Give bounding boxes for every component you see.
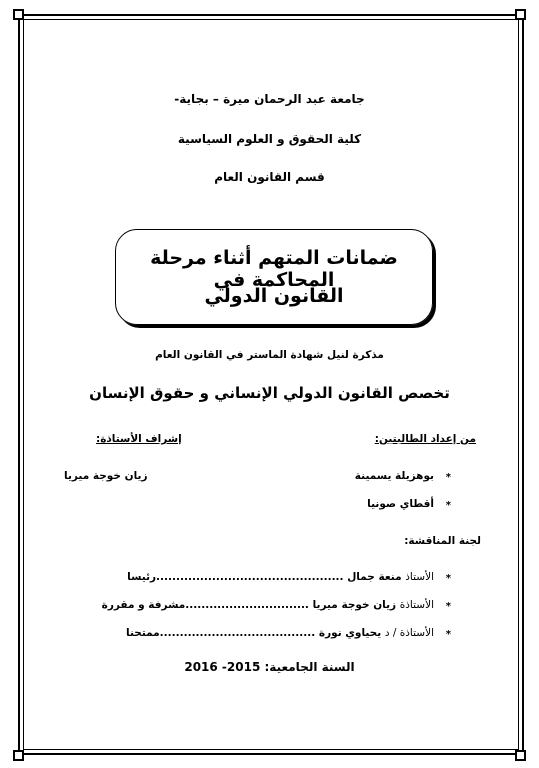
bullet-icon: * <box>445 601 451 612</box>
bullet-icon: * <box>445 500 451 511</box>
member-title: الأستاذ <box>405 571 434 583</box>
committee-member-1 <box>127 571 434 583</box>
border-corner-bottom-right <box>515 750 526 761</box>
member-name: منعة جمال <box>347 571 402 583</box>
supervisor-heading: إشراف الأستاذة: <box>96 433 182 445</box>
committee-heading: لجنة المناقشة: <box>404 535 481 547</box>
thesis-title-box <box>115 229 433 325</box>
bullet-icon: * <box>445 472 451 483</box>
students-heading: من إعداد الطالبتين: <box>374 433 476 445</box>
border-corner-bottom-left <box>13 750 24 761</box>
border-corner-top-left <box>13 9 24 20</box>
committee-member-3 <box>126 627 434 639</box>
memo-description: مذكرة لنيل شهادة الماستر في القانون العام <box>155 349 384 361</box>
member-role: .......................................ممتحنا <box>126 627 316 639</box>
academic-year: السنة الجامعية: 2015- 2016 <box>184 660 355 674</box>
specialty: تخصص القانون الدولي الإنساني و حقوق الإنسان <box>89 384 450 402</box>
member-name: زيان خوجة ميريا <box>312 599 397 611</box>
thesis-title-line2: القانون الدولي <box>204 285 344 307</box>
member-title: الأستاذة / د <box>384 627 434 639</box>
member-role: ...............................مشرفة و مقررة <box>101 599 309 611</box>
bullet-icon: * <box>445 573 451 584</box>
faculty-name: كلية الحقوق و العلوم السياسية <box>177 132 362 146</box>
supervisor-name: زيان خوجة ميريا <box>64 470 148 482</box>
university-name: جامعة عبد الرحمان ميرة – بجاية- <box>174 92 365 106</box>
student-name-1: بوهزيلة يسمينة <box>354 470 434 482</box>
member-role: ...............................................رئيسا <box>127 571 344 583</box>
border-corner-top-right <box>515 9 526 20</box>
member-name: يحياوي نورة <box>318 627 382 639</box>
thesis-title-line1: ضمانات المتهم أثناء مرحلة المحاكمة في <box>150 247 398 291</box>
committee-member-2 <box>102 599 434 611</box>
student-name-2: أقطاي صونيا <box>367 498 434 510</box>
department-name: قسم القانون العام <box>214 170 325 184</box>
bullet-icon: * <box>445 629 451 640</box>
member-title: الأستاذة <box>399 599 434 611</box>
